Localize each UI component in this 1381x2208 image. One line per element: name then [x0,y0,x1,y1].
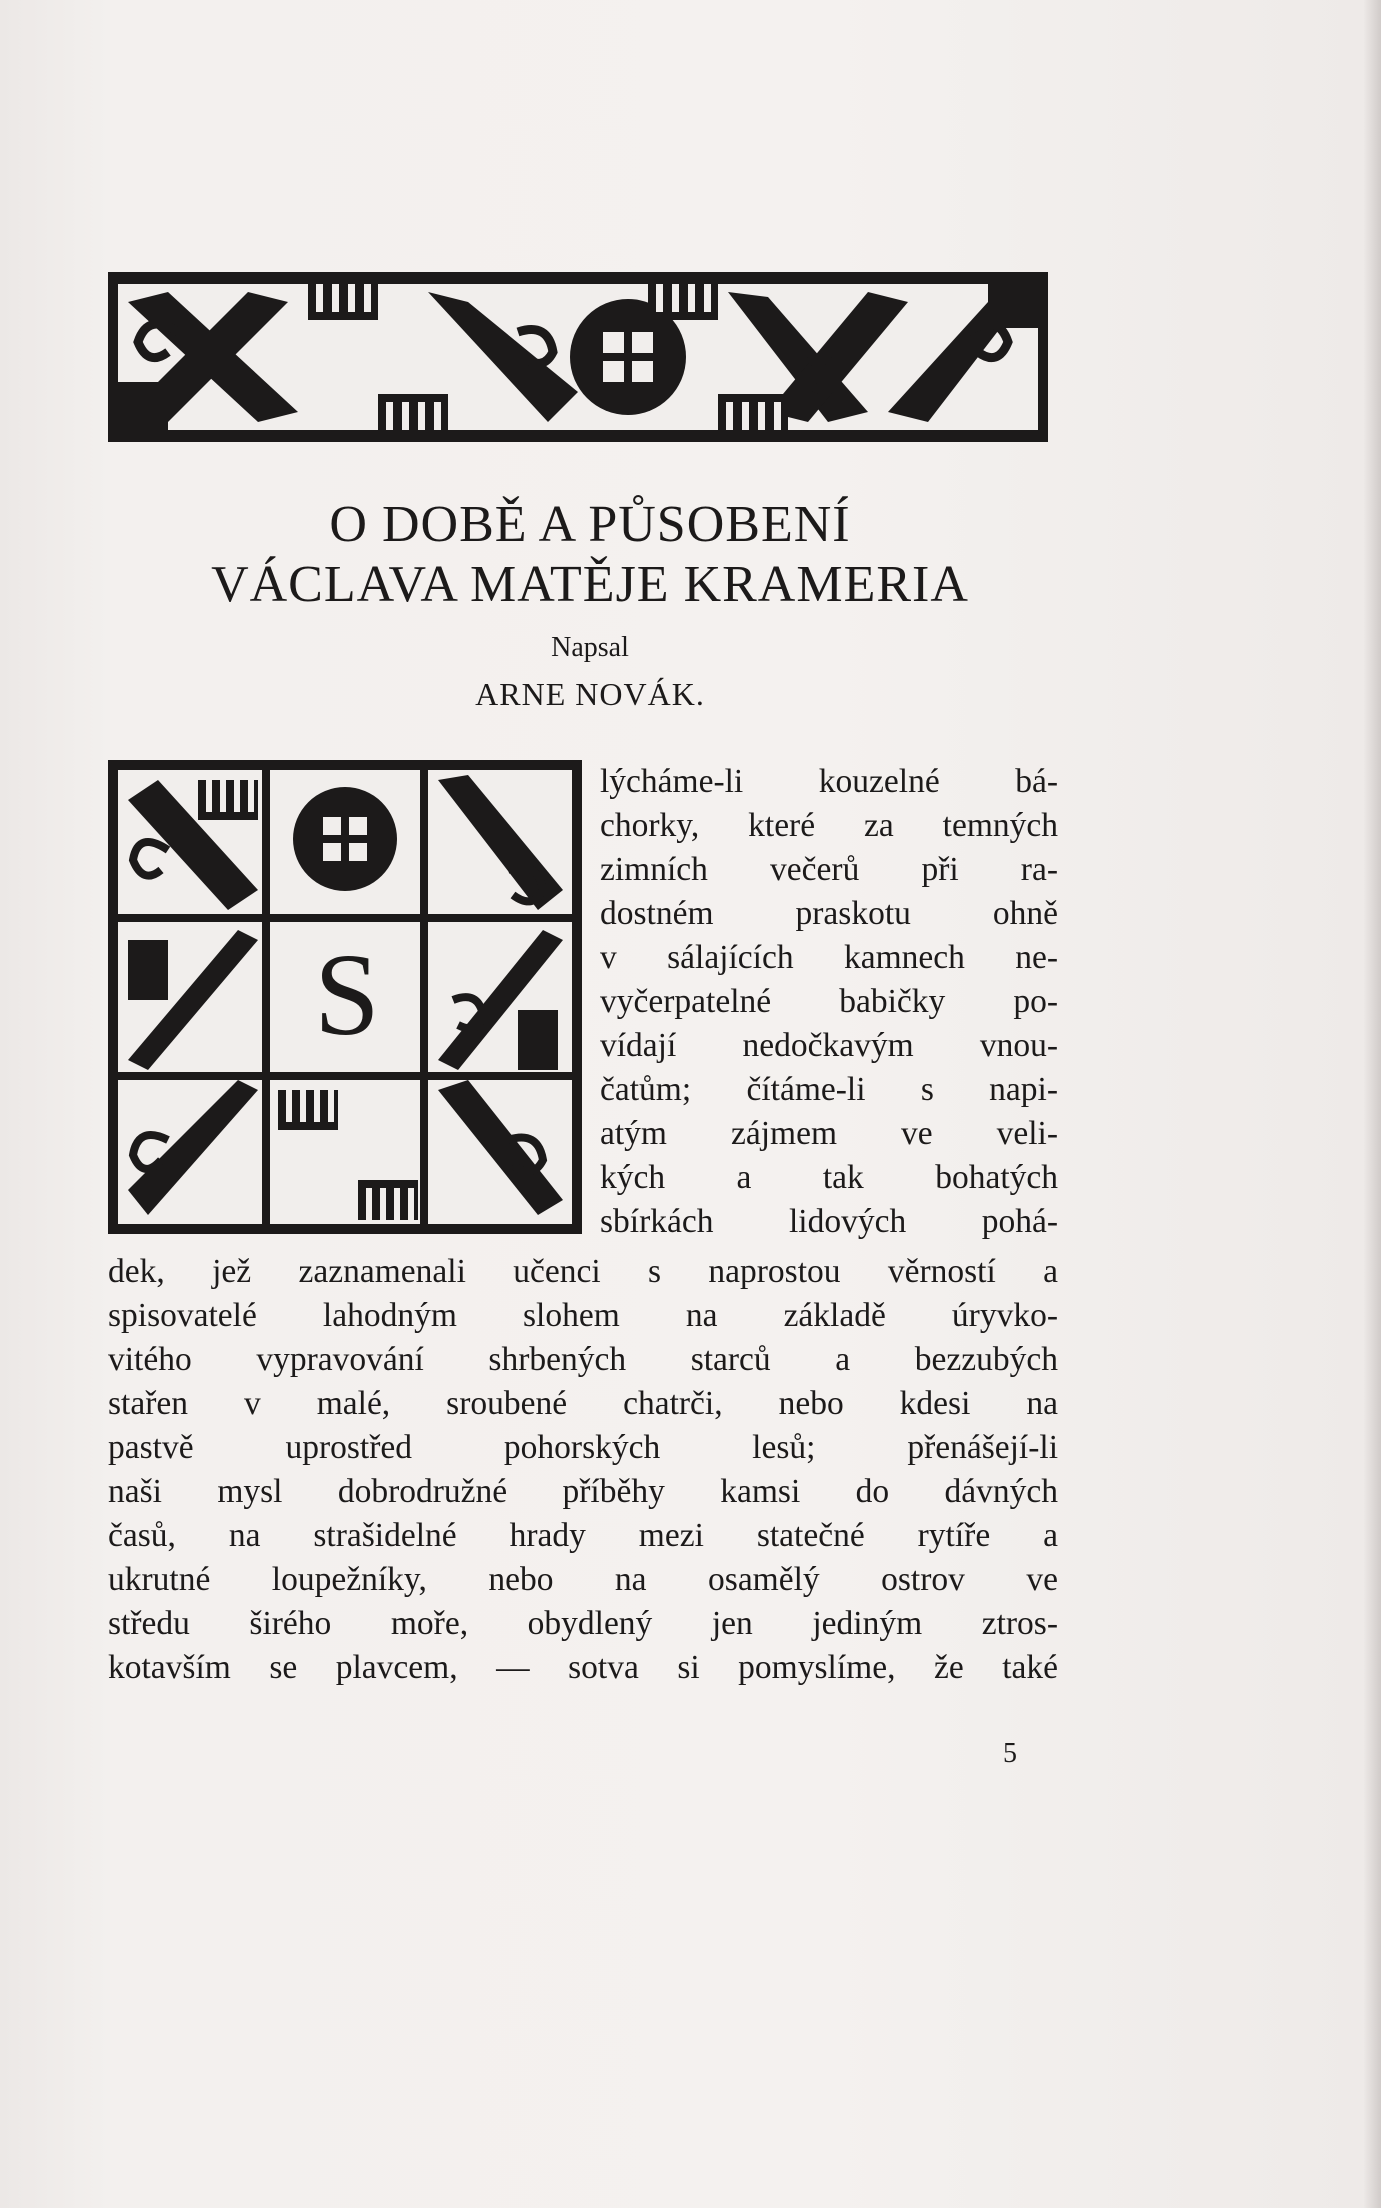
text-line: naši mysl dobrodružné příběhy kamsi do dávných [108,1473,1058,1510]
text-line: zimních večerů při ra- [600,851,1058,888]
body-text-beside-initial [600,760,1058,1244]
article-title-line-1: O DOBĚ A PŮSOBENÍ [329,496,851,553]
page-edge-shadow [1363,0,1381,2208]
text-line: kotavším se plavcem, — sotva si pomyslíme, že také [108,1649,1058,1686]
text-line: vitého vypravování shrbených starců a bezzubých [108,1341,1058,1378]
drop-cap-letter: S [314,929,380,1060]
text-line: chorky, které za temných [600,807,1058,844]
text-line: vyčerpatelné babičky po- [600,983,1058,1020]
body-text-full-width [108,1250,1058,1690]
text-line: stařen v malé, sroubené chatrči, nebo kdesi na [108,1385,1058,1422]
text-line: pastvě uprostřed pohorských lesů; přenášejí-li [108,1429,1058,1466]
text-line: časů, na strašidelné hrady mezi statečné rytíře a [108,1517,1058,1554]
author-name: ARNE NOVÁK. [475,676,705,712]
text-line: kých a tak bohatých [600,1159,1058,1196]
text-line: atým zájmem ve veli- [600,1115,1058,1152]
article-title-line-2: VÁCLAVA MATĚJE KRAMERIA [211,556,969,613]
text-line: vídají nedočkavým vnou- [600,1027,1058,1064]
header-ornament-band [108,272,1048,442]
text-line: dostném praskotu ohně [600,895,1058,932]
text-line: lýcháme-li kouzelné bá- [600,763,1058,800]
text-line: středu širého moře, obydlený jen jediným ztros- [108,1605,1058,1642]
text-line: dek, jež zaznamenali učenci s naprostou věrností a [108,1253,1058,1290]
text-line: v sálajících kamnech ne- [600,939,1058,976]
text-line: čatům; čítáme-li s napi- [600,1071,1058,1108]
page-number: 5 [1003,1738,1017,1769]
text-line: spisovatelé lahodným slohem na základě úryvko- [108,1297,1058,1334]
text-line: sbírkách lidových pohá- [600,1203,1058,1240]
text-line: ukrutné loupežníky, nebo na osamělý ostrov ve [108,1561,1058,1598]
byline-label: Napsal [551,632,629,663]
